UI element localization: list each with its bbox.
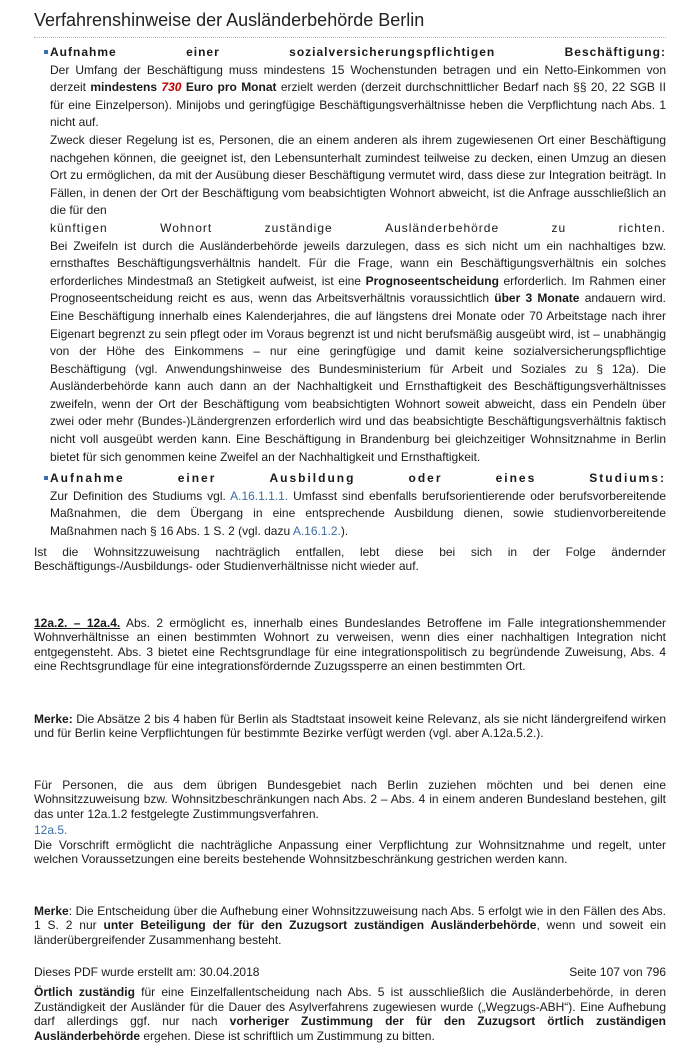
list-item-employment <box>50 44 666 466</box>
word: Wohnort <box>160 220 213 235</box>
text: Bei Zweifeln ist durch die Ausländerbehörde jeweils darzulegen, dass es sich nicht um ein nachhaltiges bzw. ernsthaftes Beschäftigungsverhältnis handelt. Für die Frage, wann ein Beschäftigungsverhältnis ein solches erforderliches Mindestmaß an Stetigkeit aufweist, ist eine <box>50 238 666 288</box>
page-header <box>34 10 666 38</box>
paragraph <box>50 488 666 541</box>
text: Der Umfang der Beschäftigung muss mindestens 15 Wochenstunden betragen und ein Netto-Einkommen von derzeit <box>50 62 666 95</box>
text: : Die Entscheidung über die Aufhebung einer Wohnsitzzuweisung nach Abs. 5 erfolgt wie in den Fällen des Abs. 1 S. 2 nur <box>34 903 666 933</box>
paragraph-last-line <box>50 220 666 238</box>
text: , wenn und soweit ein länderübergreifender Zusammenhang besteht. <box>34 918 666 947</box>
text: Umfasst sind ebenfalls berufsorientierende oder berufsvorbereitende Maßnahmen, die dem Übergang in eine entsprechende Ausbildung dienen, sowie studienvorbereitende Maßnahmen nach § 16 Abs. 1 S. 2 (vgl. dazu <box>50 488 666 539</box>
word: Ausländerbehörde <box>385 220 500 235</box>
page-title: Verfahrenshinweise der Ausländerbehörde Berlin <box>34 10 425 30</box>
note-paragraph <box>34 712 666 741</box>
heading-word: oder <box>408 471 443 486</box>
text-bold: vorheriger Zustimmung der für den Zuzugsort örtlich zuständigen Ausländerbehörde <box>34 1014 666 1043</box>
word: richten. <box>618 220 666 235</box>
reference-link[interactable]: A.16.1.2. <box>292 524 341 539</box>
paragraph <box>50 238 666 467</box>
heading-word: Beschäftigung: <box>564 45 666 59</box>
heading-word: sozialversicherungspflichtigen <box>289 45 496 59</box>
text: Die Absätze 2 bis 4 haben für Berlin als Stadtstaat insoweit keine Relevanz, als sie nicht ländergreifend wirken und für Berlin keine Verpflichtungen für bestimmte Bezirke verfügt werden (vgl. aber A.12a.5.2.). <box>34 711 666 741</box>
text: erzielt werden (derzeit durchschnittlicher Bedarf nach §§ 20, 22 SGB II für eine Einzelperson). Minijobs und geringfügige Beschäftigungsverhältnisse heben die Verpflichtung nach Abs. 1 nicht auf. <box>50 80 666 130</box>
text-bold: Örtlich zuständig <box>34 985 135 1000</box>
paragraph-12a2-4 <box>34 616 666 674</box>
paragraph: Zweck dieser Regelung ist es, Personen, die an einem anderen als ihrem zugewiesenen Ort einer Beschäftigung nachgehen können, die geeignet ist, den Lebensunterhalt zumindest teilweise zu decken, einen Umzug an diesen Ort zu ermöglichen, da mit der Ausübung dieser Beschäftigung vermutet wird, dass diese zur Integration beiträgt. In Fällen, in denen der Ort der Beschäftigung vom beabsichtigten Wohnort abweicht, ist die Anfrage ausschließlich an die für den <box>50 132 666 218</box>
creation-date: Dieses PDF wurde erstellt am: 30.04.2018 <box>34 965 260 979</box>
word: künftigen <box>50 220 108 235</box>
document-body <box>34 44 666 1043</box>
word: zuständige <box>264 220 333 235</box>
note-paragraph <box>34 904 666 948</box>
list-item-heading <box>50 470 666 488</box>
page-number: Seite 107 von 796 <box>569 965 666 979</box>
heading-word: Studiums: <box>589 471 666 486</box>
note-label: Merke: <box>34 711 73 726</box>
paragraph: Für Personen, die aus dem übrigen Bundesgebiet nach Berlin zuziehen möchten und bei denen eine Wohnsitzzuweisung bzw. Wohnsitzbeschränkungen nach Abs. 2 – Abs. 4 in einem anderen Bundesland bestehen, gilt das unter 12a.1.2 festgelegte Zustimmungsverfahren. <box>34 777 666 821</box>
heading-word: einer <box>177 471 217 486</box>
text: erforderlich. Im Rahmen einer Prognoseentscheidung reicht es aus, wenn das Arbeitsverhältnis voraussichtlich <box>50 273 666 306</box>
section-label: 12a.2. – 12a.4. <box>34 615 121 630</box>
heading-word: eines <box>495 471 537 486</box>
text: ). <box>340 524 349 539</box>
paragraph <box>50 62 666 132</box>
paragraph-jurisdiction <box>34 985 666 1043</box>
reference-link[interactable]: A.16.1.1.1. <box>230 488 289 503</box>
amount-highlight: 730 <box>161 80 182 95</box>
paragraph: Ist die Wohnsitzzuweisung nachträglich entfallen, lebt diese bei sich in der Folge ändernder Beschäftigungs-/Ausbildungs- oder Studienverhältnisse nicht wieder auf. <box>34 544 666 574</box>
text-bold: mindestens <box>90 80 158 95</box>
text: Abs. 2 ermöglicht es, innerhalb eines Bundeslandes Betroffene im Falle integrationshemmender Wohnverhältnisse an einen bestimmten Wohnort zu verweisen, wenn dies einer nachhaltigen Integration nicht entgegensteht. Abs. 3 bietet eine Rechtsgrundlage für eine integrationspolitisch zu begründende Zuweisung, Abs. 4 eine Rechtsgrundlage für eine integrationsfördernde Zuzugssperre an einen bestimmten Ort. <box>34 615 666 674</box>
list-item-education <box>50 470 666 540</box>
bullet-icon <box>44 476 48 480</box>
text: andauern wird. Eine Beschäftigung innerhalb eines Kalenderjahres, die auf längstens drei Monate oder 70 Arbeitstage nach ihrer Eigenart begrenzt zu sein pflegt oder im Voraus begrenzt ist und nicht berufsmäßig ausgeübt wird, ist – unabhängig von der Höhe des Einkommens – nur eine geringfügige und damit keine sozialversicherungspflichtige Beschäftigung (vgl. Anwendungshinweise des Bundesministerium für Arbeit und Soziales zu § 12a). Die Ausländerbehörde kann auch dann an der Nachhaltigkeit und Ernsthaftigkeit des Beschäftigungsverhältnisses zweifeln, wenn der Ort der Beschäftigung vom beabsichtigten Wohnort soweit abweicht, dass ein Pendeln über zwei oder mehr (Bundes-)Ländergrenzen erforderlich wird und das beabsichtigte Beschäftigungsverhältnis faktisch nicht voll ausgeübt werden kann. Eine Beschäftigung in Brandenburg bei gleichzeitiger Wohnsitznahme in Berlin bietet für sich genommen keine Zweifel an der Nachhaltigkeit und Ernsthaftigkeit. <box>50 291 666 464</box>
paragraph: Die Vorschrift ermöglicht die nachträgliche Anpassung einer Verpflichtung zur Wohnsitznahme und regelt, unter welchen Voraussetzungen eine bereits bestehende Wohnsitzbeschränkung gestrichen werden kann. <box>34 837 666 867</box>
text: für eine Einzelfallentscheidung nach Abs. 5 ist ausschließlich die Ausländerbehörde, in deren Zuständigkeit der Ausländer für die Dauer des Asylverfahrens zugewiesen wurde („Wegzugs-ABH“). Eine Aufhebung darf allerdings ggf. nur nach <box>34 985 666 1029</box>
heading-word: Ausbildung <box>269 471 356 486</box>
text-bold: über 3 Monate <box>494 291 580 306</box>
heading-word: Aufnahme <box>50 471 125 486</box>
word: zu <box>551 220 567 235</box>
text: Zur Definition des Studiums vgl. <box>50 488 231 503</box>
list-item-heading <box>50 44 666 62</box>
text-bold: unter Beteiligung der für den Zuzugsort zuständigen Ausländerbehörde <box>103 918 537 933</box>
text: ergehen. Diese ist schriftlich um Zustimmung zu bitten. <box>140 1028 435 1043</box>
section-heading-12a5[interactable]: 12a.5. <box>34 823 68 838</box>
page-footer <box>34 965 666 979</box>
heading-word: Aufnahme <box>50 45 117 59</box>
note-label: Merke <box>34 903 69 918</box>
bullet-icon <box>44 50 48 54</box>
text-bold: Prognoseentscheidung <box>365 273 499 288</box>
heading-word: einer <box>186 45 220 59</box>
text-bold: Euro pro Monat <box>185 80 277 95</box>
